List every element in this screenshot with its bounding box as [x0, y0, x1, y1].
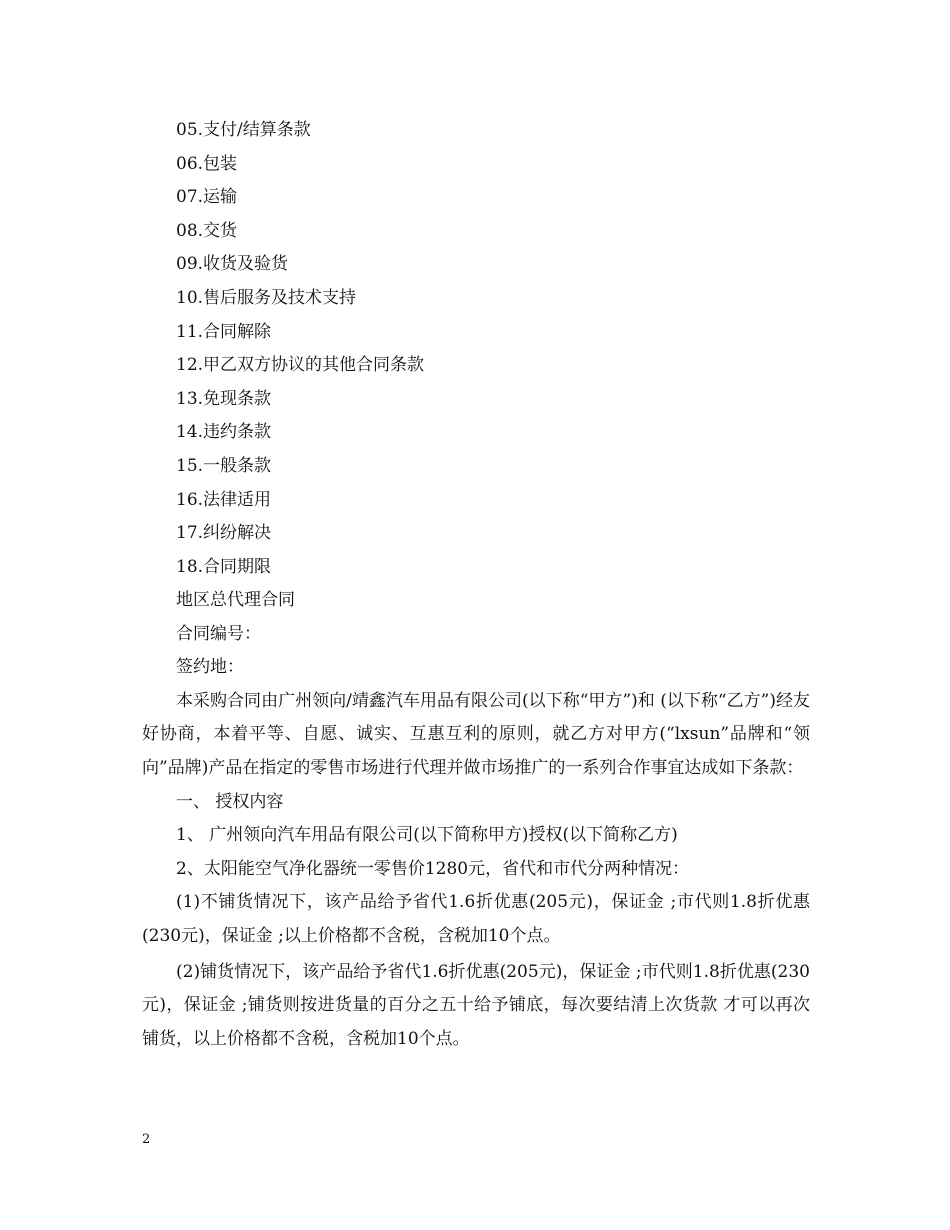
list-item: 12.甲乙双方协议的其他合同条款: [176, 355, 425, 376]
list-item: 11.合同解除: [176, 321, 272, 342]
list-item: 15.一般条款: [176, 455, 272, 476]
list-item: 07.运输: [176, 187, 238, 208]
clause-2: 2、太阳能空气净化器统一零售价1280元，省代和市代分两种情况：: [176, 858, 690, 879]
list-item: 10.售后服务及技术支持: [176, 287, 357, 308]
page-number: 2: [142, 1132, 151, 1147]
list-item: 08.交货: [176, 220, 238, 241]
contract-body: [142, 584, 810, 1056]
signing-place-label: 签约地：: [176, 657, 244, 678]
list-item: 18.合同期限: [176, 556, 272, 577]
clause-list: [176, 114, 424, 584]
contract-number-label: 合同编号：: [176, 623, 261, 644]
intro-paragraph: 本采购合同由广州领向/靖鑫汽车用品有限公司(以下称“甲方”)和 (以下称“乙方”)经友好协商，本着平等、自愿、诚实、互惠互利的原则，就乙方对甲方(“lxsun”品牌和“领向”品牌)产品在指定的零售市场进行代理并做市场推广的一系列合作事宜达成如下条款：: [142, 690, 810, 778]
contract-title: 地区总代理合同: [176, 590, 295, 610]
list-item: 14.违约条款: [176, 422, 272, 443]
list-item: 09.收货及验货: [176, 254, 289, 275]
list-item: 06.包装: [176, 153, 238, 174]
list-item: 17.纠纷解决: [176, 523, 272, 544]
list-item: 05.支付/结算条款: [176, 120, 311, 140]
list-item: 16.法律适用: [176, 489, 272, 510]
clause-2-1: (1)不铺货情况下，该产品给予省代1.6折优惠(205元)，保证金 ;市代则1.8折优惠(230元)，保证金 ;以上价格都不含税，含税加10个点。: [142, 892, 810, 946]
section-heading: 一、 授权内容: [176, 791, 284, 812]
list-item: 13.免现条款: [176, 388, 272, 409]
clause-2-2: (2)铺货情况下，该产品给予省代1.6折优惠(205元)，保证金 ;市代则1.8折优惠(230元)，保证金 ;铺货则按进货量的百分之五十给予铺底，每次要结清上次货款 才可以再次铺货，以上价格都不含税，含税加10个点。: [142, 961, 810, 1049]
clause-1: 1、 广州领向汽车用品有限公司(以下简称甲方)授权(以下简称乙方): [176, 825, 678, 846]
